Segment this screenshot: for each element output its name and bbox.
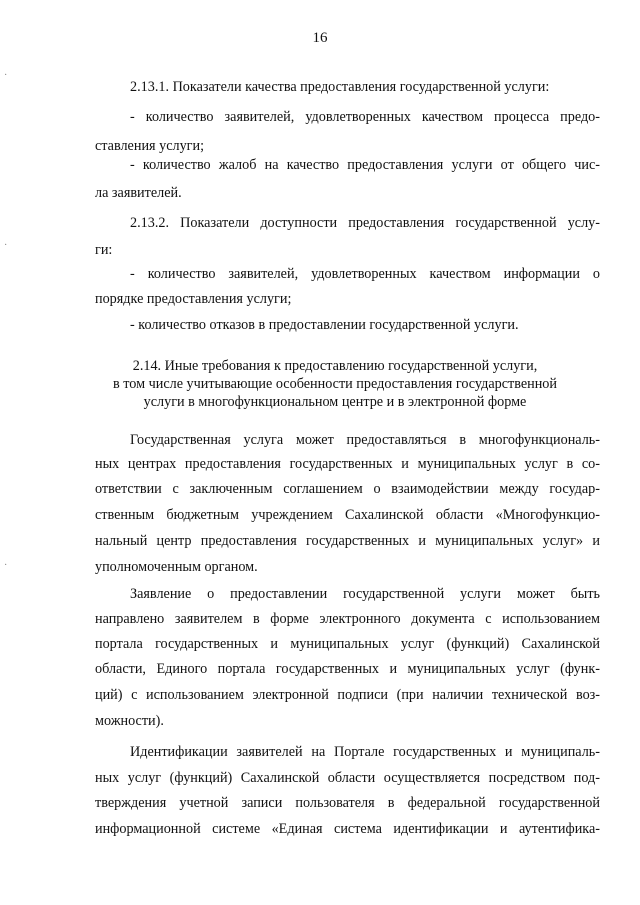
paragraph-line: Заявление о предоставлении государственной услуги может быть	[130, 586, 600, 602]
paragraph-line: ставления услуги;	[95, 138, 205, 154]
section-heading	[70, 357, 600, 411]
paragraph-line: - количество заявителей, удовлетворенных качеством процесса предо-	[130, 109, 600, 125]
paragraph-line: 2.13.2. Показатели доступности предоставления государственной услу-	[130, 215, 600, 231]
heading-line: услуги в многофункциональном центре и в электронной форме	[143, 394, 527, 410]
paragraph-line: ответствии с заключенным соглашением о взаимодействии между государ-	[95, 481, 600, 497]
scan-mark: ·	[4, 240, 8, 251]
paragraph-line: направлено заявителем в форме электронного документа с использованием	[95, 611, 600, 627]
paragraph-line: порядке предоставления услуги;	[95, 291, 292, 307]
paragraph-line: области, Единого портала государственных и муниципальных услуг (функ-	[95, 661, 600, 677]
paragraph-line: портала государственных и муниципальных услуг (функций) Сахалинской	[95, 636, 600, 652]
paragraph-line: тверждения учетной записи пользователя в федеральной государственной	[95, 795, 600, 811]
paragraph-line: Государственная услуга может предоставляться в многофункциональ-	[130, 432, 600, 448]
paragraph-line: можности).	[95, 713, 164, 729]
paragraph-line: - количество отказов в предоставлении государственной услуги.	[130, 317, 519, 333]
heading-line: в том числе учитывающие особенности предоставления государственной	[112, 376, 557, 392]
paragraph-line: ги:	[95, 242, 113, 258]
page-number: 16	[312, 30, 328, 46]
paragraph-line: ственным бюджетным учреждением Сахалинской области «Многофункцио-	[95, 507, 600, 523]
scan-mark: ·	[4, 560, 8, 571]
paragraph-line: 2.13.1. Показатели качества предоставления государственной услуги:	[130, 79, 550, 95]
paragraph-line: - количество заявителей, удовлетворенных качеством информации о	[130, 266, 600, 282]
paragraph-line: ных центрах предоставления государственных и муниципальных услуг в со-	[95, 456, 600, 472]
paragraph-line: ных услуг (функций) Сахалинской области осуществляется посредством под-	[95, 770, 600, 786]
heading-line: 2.14. Иные требования к предоставлению государственной услуги,	[132, 358, 538, 374]
scan-mark: ·	[4, 70, 8, 81]
paragraph-line: ций) с использованием электронной подписи (при наличии технической воз-	[95, 687, 600, 703]
paragraph-line: нальный центр предоставления государственных и муниципальных услуг» и	[95, 533, 600, 549]
paragraph-line: Идентификации заявителей на Портале государственных и муниципаль-	[130, 744, 600, 760]
paragraph-line: ла заявителей.	[95, 185, 182, 201]
paragraph-line: информационной системе «Единая система идентификации и аутентифика-	[95, 821, 600, 837]
paragraph-line: уполномоченным органом.	[95, 559, 258, 575]
paragraph-line: - количество жалоб на качество предоставления услуги от общего чис-	[130, 157, 600, 173]
